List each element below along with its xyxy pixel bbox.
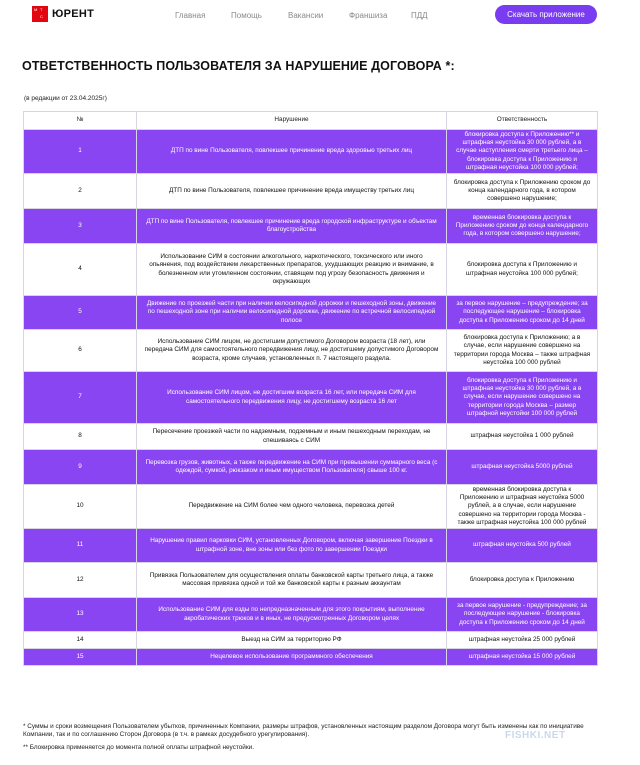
row-number: 2 <box>24 174 137 209</box>
row-responsibility: штрафная неустойка 1 000 рублей <box>447 424 598 450</box>
nav-franchise[interactable]: Франшиза <box>349 11 388 20</box>
header-responsibility: Ответственность <box>447 112 598 130</box>
row-number: 5 <box>24 296 137 330</box>
table-row <box>24 424 598 450</box>
row-responsibility: блокировка доступа к Приложению и штрафная неустойка 100 000 рублей; <box>447 244 598 296</box>
violations-table <box>23 111 598 666</box>
row-violation: Использование СИМ в состоянии алкогольного, наркотического, токсического или иного опьянения, под воздействием лекарственных препаратов, ухудшающих реакцию и внимание, в болезненном или утомленном состоянии, ставящем под угрозу безопасность движения и окружающих <box>137 244 447 296</box>
table-row <box>24 209 598 244</box>
row-responsibility: временная блокировка доступа к Приложению и штрафная неустойка 5000 рублей, а в случае, если нарушение совершено на территории города Москва - также штрафная неустойка 100 000 рублей <box>447 485 598 529</box>
table-row <box>24 450 598 485</box>
table-row <box>24 130 598 174</box>
logo-text: ЮРЕНТ <box>52 8 95 20</box>
nav-home[interactable]: Главная <box>175 11 206 20</box>
watermark: FISHKI.NET <box>505 730 566 741</box>
logo-letter: М <box>34 7 38 12</box>
row-responsibility: штрафная неустойка 25 000 рублей <box>447 632 598 649</box>
table-row <box>24 529 598 563</box>
row-number: 9 <box>24 450 137 485</box>
row-violation: ДТП по вине Пользователя, повлекшее причинение вреда городской инфраструктуре и объектам благоустройства <box>137 209 447 244</box>
table-row <box>24 563 598 598</box>
row-responsibility: за первое нарушение – предупреждение; за последующее нарушение – блокировка доступа к Приложению сроком до 14 дней <box>447 296 598 330</box>
row-violation: Использование СИМ лицом, не достигшим возраста 16 лет, или передача СИМ для самостоятельного передвижения лицу, не достигшему возраста 16 лет <box>137 372 447 424</box>
table-row <box>24 244 598 296</box>
row-violation: Выезд на СИМ за территорию РФ <box>137 632 447 649</box>
table-row <box>24 372 598 424</box>
table-row <box>24 598 598 632</box>
table-row <box>24 174 598 209</box>
nav-traffic-rules[interactable]: ПДД <box>411 11 428 20</box>
row-responsibility: блокировка доступа к Приложению; а в случае, если нарушение совершено на территории города Москва – также штрафная неустойка 100 000 рублей <box>447 330 598 372</box>
row-responsibility: блокировка доступа к Приложению** и штрафная неустойка 30 000 рублей, а в случае наступления смерти третьего лица – блокировка доступа к Приложению и штрафная неустойка 100 000 рублей; <box>447 130 598 174</box>
table-row <box>24 485 598 529</box>
footnote-blocking: ** Блокировка применяется до момента полной оплаты штрафной неустойки. <box>23 743 254 751</box>
table-header-row <box>24 112 598 130</box>
row-number: 4 <box>24 244 137 296</box>
nav-help[interactable]: Помощь <box>231 11 262 20</box>
row-responsibility: штрафная неустойка 15 000 рублей <box>447 649 598 666</box>
row-violation: Движение по проезжей части при наличии велосипедной дорожки и пешеходной зоны, движение по пешеходной зоне при наличии велосипедной дорожки, движение по встречной велосипедной полосе <box>137 296 447 330</box>
row-number: 14 <box>24 632 137 649</box>
page-title: ОТВЕТСТВЕННОСТЬ ПОЛЬЗОВАТЕЛЯ ЗА НАРУШЕНИЕ ДОГОВОРА *: <box>22 59 455 73</box>
row-violation: Нецелевое использование программного обеспечения <box>137 649 447 666</box>
table-row <box>24 330 598 372</box>
header-violation: Нарушение <box>137 112 447 130</box>
row-violation: Использование СИМ лицом, не достигшим допустимого Договором возраста (18 лет), или передача СИМ для самостоятельного передвижения лицу, не достигшему допустимого Договором возраста, кроме случаев, установленных п. 7 настоящего раздела. <box>137 330 447 372</box>
row-number: 6 <box>24 330 137 372</box>
logo-letter: С <box>40 14 43 19</box>
row-violation: Перевозка грузов, животных, а также передвижение на СИМ при превышении суммарного веса (с одеждой, сумкой, рюкзаком и иным имуществом Пользователя) свыше 100 кг. <box>137 450 447 485</box>
row-responsibility: штрафная неустойка 5000 рублей <box>447 450 598 485</box>
row-number: 1 <box>24 130 137 174</box>
row-violation: Передвижение на СИМ более чем одного человека, перевозка детей <box>137 485 447 529</box>
row-number: 12 <box>24 563 137 598</box>
site-header <box>0 0 640 34</box>
row-violation: Нарушение правил парковки СИМ, установленных Договором, включая завершение Поездки в штрафной зоне, вне зоны или без фото по завершении Поездки <box>137 529 447 563</box>
row-number: 15 <box>24 649 137 666</box>
footnote-amounts: * Суммы и сроки возмещения Пользователем убытков, причиненных Компании, размеры штрафов, установленных настоящим разделом Договора могут быть изменены как по инициативе Компании, так и по соглашению Сторон Договора (в т.ч. в рамках досудебного урегулирования). <box>23 723 584 739</box>
row-number: 11 <box>24 529 137 563</box>
row-violation: Использование СИМ для езды по непредназначенным для этого покрытиям, выполнение акробатических трюков и в иных, не предусмотренных Договором целях <box>137 598 447 632</box>
row-number: 8 <box>24 424 137 450</box>
row-violation: Пересечение проезжей части по надземным, подземным и иным пешеходным переходам, не спешиваясь с СИМ <box>137 424 447 450</box>
edition-date: (в редакции от 23.04.2025г) <box>24 95 107 102</box>
row-responsibility: временная блокировка доступа к Приложению сроком до конца календарного года, в котором совершено нарушение; <box>447 209 598 244</box>
row-responsibility: блокировка доступа к Приложению <box>447 563 598 598</box>
row-responsibility: блокировка доступа к Приложению и штрафная неустойка 30 000 рублей, а в случае, если нарушение совершено на территории города Москва – размер штрафной неустойки 100 000 рублей <box>447 372 598 424</box>
row-responsibility: блокировка доступа к Приложению сроком до конца календарного года, в котором совершено нарушение; <box>447 174 598 209</box>
row-violation: Привязка Пользователем для осуществления оплаты банковской карты третьего лица, а также массовая привязка одной и той же банковской карты к разным аккаунтам <box>137 563 447 598</box>
row-number: 3 <box>24 209 137 244</box>
nav-vacancies[interactable]: Вакансии <box>288 11 324 20</box>
row-violation: ДТП по вине Пользователя, повлекшее причинение вреда здоровью третьих лиц <box>137 130 447 174</box>
row-responsibility: штрафная неустойка 500 рублей <box>447 529 598 563</box>
row-number: 7 <box>24 372 137 424</box>
header-number: № <box>24 112 137 130</box>
table-body <box>24 130 598 666</box>
logo-letter: Т <box>40 7 43 12</box>
row-number: 10 <box>24 485 137 529</box>
download-app-button[interactable]: Скачать приложение <box>495 5 597 24</box>
table-row <box>24 632 598 649</box>
row-violation: ДТП по вине Пользователя, повлекшее причинение вреда имуществу третьих лиц <box>137 174 447 209</box>
table-row <box>24 649 598 666</box>
row-responsibility: за первое нарушение - предупреждение; за последующее нарушение - блокировка доступа к Приложению сроком до 14 дней <box>447 598 598 632</box>
table-row <box>24 296 598 330</box>
row-number: 13 <box>24 598 137 632</box>
